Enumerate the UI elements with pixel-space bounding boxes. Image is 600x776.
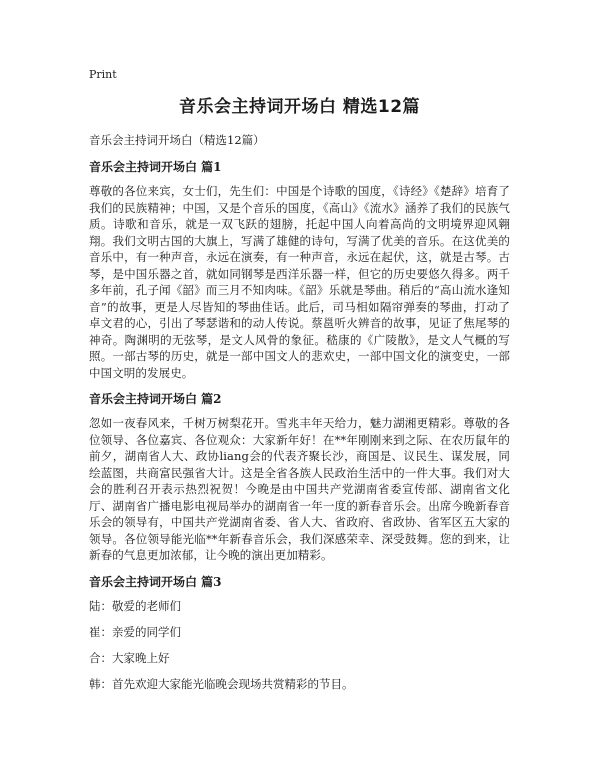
dialogue-line: 韩：首先欢迎大家能光临晚会现场共赏精彩的节目。	[89, 676, 354, 691]
section-heading: 音乐会主持词开场白 篇3	[89, 574, 222, 589]
dialogue-line: 陆：敬爱的老师们	[89, 598, 181, 613]
section-paragraph: 尊敬的各位来宾，女士们，先生们：中国是个诗歌的国度，《诗经》《楚辞》培育了我们的民族精神；中国，又是个音乐的国度，《高山》《流水》涵养了我们的民族气质。诗歌和音乐，就是一双飞跃的翅膀，托起中国人向着高尚的文明境界迎风翱翔。我们文明古国的大旗上，写满了雄健的诗句，写满了优美的音乐。在这优美的音乐中，有一种声音，永远在演奏，有一种声音，永远在起伏，这，就是古琴。古琴，是中国乐器之首，就如同钢琴是西洋乐器一样，但它的历史要悠久得多。两千多年前，孔子闻《韶》而三月不知肉味。《韶》乐就是琴曲。稍后的“高山流水逢知音”的故事，更是人尽皆知的琴曲佳话。此后，司马相如隔帘弹奏的琴曲，打动了卓文君的心，引出了琴瑟谐和的动人传说。蔡邕听火辨音的故事，见证了焦尾琴的神奇。陶渊明的无弦琴，是文人风骨的象征。嵇康的《广陵散》，是文人气概的写照。一部古琴的历史，就是一部中国文人的悲欢史，一部中国文化的演变史，一部中国文明的发展史。	[89, 184, 510, 380]
section-1	[89, 159, 510, 381]
section-2	[89, 391, 510, 564]
dialogue-line: 合：大家晚上好	[89, 650, 170, 665]
dialogue-line: 崔：亲爱的同学们	[89, 624, 181, 639]
print-label[interactable]: Print	[89, 68, 117, 81]
section-heading: 音乐会主持词开场白 篇1	[89, 160, 222, 174]
section-heading: 音乐会主持词开场白 篇2	[89, 392, 222, 406]
document-subtitle: 音乐会主持词开场白（精选12篇）	[89, 133, 265, 147]
page-title: 音乐会主持词开场白 精选12篇	[178, 97, 421, 117]
section-3	[89, 574, 510, 692]
section-paragraph: 忽如一夜春风来，千树万树梨花开。雪兆丰年天给力，魅力湖湘更精彩。尊敬的各位领导、各位嘉宾、各位观众：大家新年好！在**年刚刚来到之际、在农历鼠年的前夕，湖南省人大、政协liang会的代表齐聚长沙，商国是、议民生、谋发展，同绘蓝图，共商富民强省大计。这是全省各族人民政治生活中的一件大事。我们对大会的胜利召开表示热烈祝贺！今晚是由中国共产党湖南省委宣传部、湖南省文化厅、湖南省广播电影电视局举办的湖南省一年一度的新春音乐会。出席今晚新春音乐会的领导有，中国共产党湖南省委、省人大、省政府、省政协、省军区五大家的领导。各位领导能光临**年新春音乐会，我们深感荣幸、深受鼓舞。您的到来，让新春的气息更加浓郁，让今晚的演出更加精彩。	[89, 416, 510, 562]
